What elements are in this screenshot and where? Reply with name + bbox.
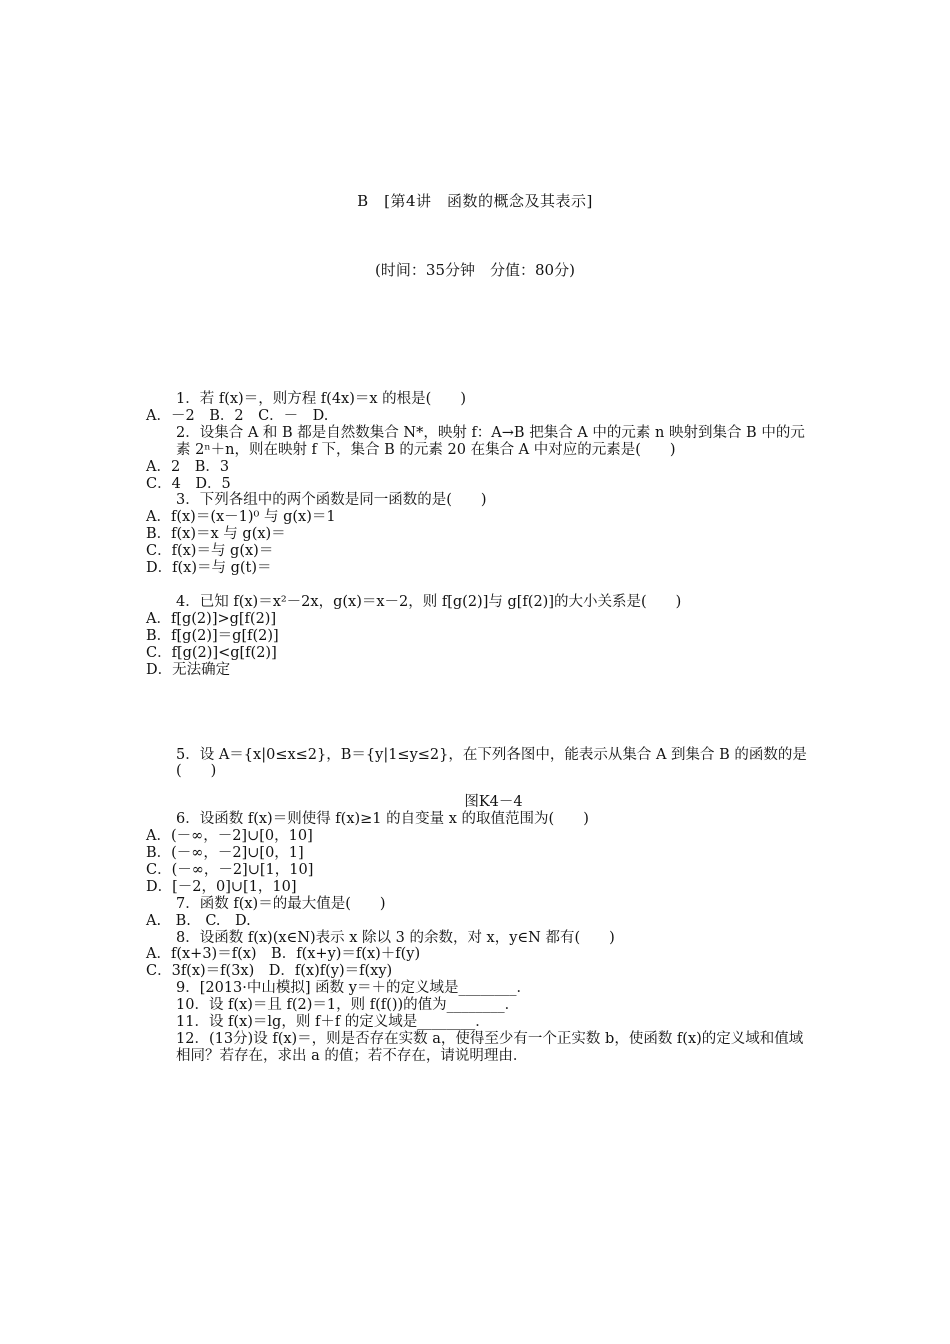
question-12: 12．(13分)设 f(x)＝，则是否存在实数 a，使得至少有一个正实数 b，使函数 f(x)的定义域和值域相同？若存在，求出 a 的值；若不存在，请说明理由． [176,1031,804,1064]
question-2-options-ab: A．2 B．3 [146,458,230,475]
question-1-options: A．－2 B．2 C．－ D. [146,407,329,424]
question-8: 8．设函数 f(x)(x∈N)表示 x 除以 3 的余数，对 x，y∈N 都有( ) [176,929,615,946]
question-4-option-b: B．f[g(2)]＝g[f(2)] [146,627,279,644]
question-7: 7．函数 f(x)＝的最大值是( ) [176,895,386,912]
question-9: 9．[2013·中山模拟] 函数 y＝＋的定义域是________． [176,980,531,997]
spacer [146,679,811,747]
question-3: 3．下列各组中的两个函数是同一函数的是( ) [176,492,487,509]
question-6-option-c: C．(－∞，－2]∪[1，10] [146,861,314,878]
question-6-option-d: D．[－2，0]∪[1，10] [146,878,297,895]
question-6: 6．设函数 f(x)＝则使得 f(x)≥1 的自变量 x 的取值范围为( ) [176,811,589,828]
page-title: B [第4讲 函数的概念及其表示] [357,192,593,210]
question-11: 11．设 f(x)＝lg，则 f＋f 的定义域是________． [176,1014,490,1031]
question-body [146,391,811,1065]
question-3-option-c: C．f(x)＝与 g(x)＝ [146,543,274,560]
question-2: 2．设集合 A 和 B 都是自然数集合 N*，映射 f：A→B 把集合 A 中的元素 n 映射到集合 B 中的元素 2ⁿ＋n，则在映射 f 下，集合 B 的元素 20 在集合 A 中对应的元素是( ) [176,424,805,458]
question-4-option-d: D．无法确定 [146,661,231,678]
question-3-option-b: B．f(x)＝x 与 g(x)＝ [146,526,286,543]
question-4: 4．已知 f(x)＝x²－2x，g(x)＝x－2，则 f[g(2)]与 g[f(2)]的大小关系是( ) [176,593,682,610]
question-4-option-a: A．f[g(2)]>g[f(2)] [146,610,277,627]
question-10: 10．设 f(x)＝且 f(2)＝1，则 f(f())的值为________． [176,997,520,1014]
time-score-info: (时间：35分钟 分值：80分) [375,261,575,279]
question-7-options: A. B. C. D. [146,912,251,929]
question-3-option-a: A．f(x)＝(x－1)⁰ 与 g(x)＝1 [146,509,336,526]
question-3-option-d: D．f(x)＝与 g(t)＝ [146,560,272,577]
question-5: 5．设 A＝{x|0≤x≤2}，B＝{y|1≤y≤2}，在下列各图中，能表示从集合 A 到集合 B 的函数的是( ) [176,746,807,780]
spacer [146,577,811,594]
question-2-options-cd: C．4 D．5 [146,475,231,492]
question-8-options-ab: A．f(x+3)＝f(x) B．f(x+y)＝f(x)＋f(y) [146,946,421,963]
figure-caption: 图K4－4 [464,794,523,811]
question-6-option-b: B．(－∞，－2]∪[0，1] [146,845,304,862]
question-8-options-cd: C．3f(x)＝f(3x) D．f(x)f(y)＝f(xy) [146,963,393,980]
question-6-option-a: A．(－∞，－2]∪[0，10] [146,828,313,845]
question-4-option-c: C．f[g(2)]<g[f(2)] [146,644,277,661]
question-1: 1．若 f(x)＝，则方程 f(4x)＝x 的根是( ) [176,391,466,407]
